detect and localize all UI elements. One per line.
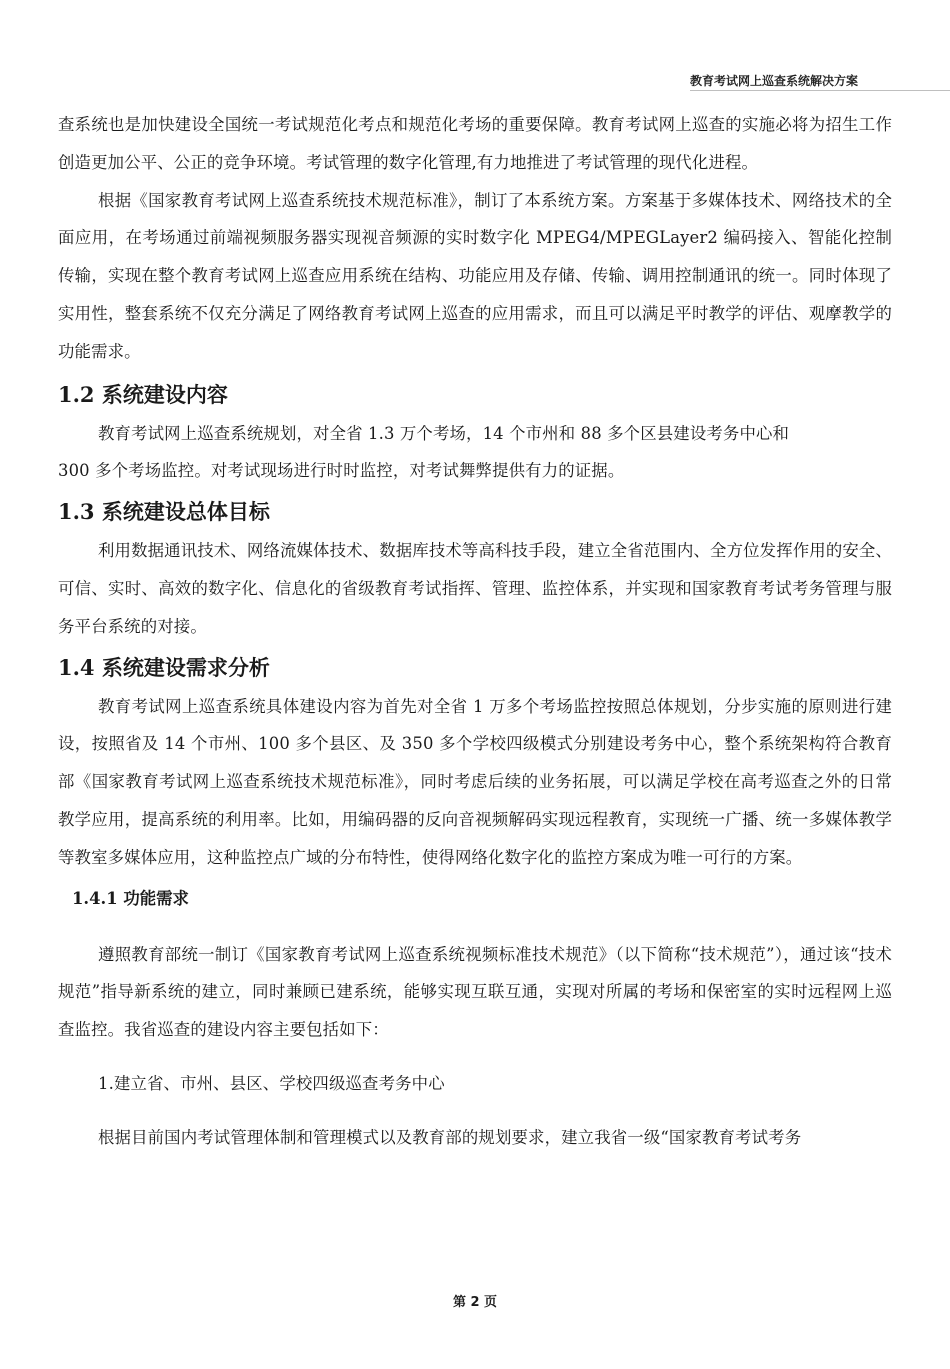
list-item-1: 1.建立省、市州、县区、学校四级巡查考务中心	[98, 1073, 445, 1093]
heading-1-3	[58, 498, 892, 526]
heading-number: 1.2	[58, 381, 95, 407]
header-rule	[690, 90, 950, 91]
heading-title: 系统建设内容	[101, 382, 228, 407]
heading-title: 系统建设总体目标	[101, 500, 270, 525]
paragraph-overall-goal: 利用数据通讯技术、网络流媒体技术、数据库技术等高科技手段，建立全省范围内、全方位发挥作用的安全、可信、实时、高效的数字化、信息化的省级教育考试指挥、管理、监控体系，并实现和国家教育考试考务管理与服务平台系统的对接。	[58, 541, 892, 636]
heading-1-2	[58, 381, 892, 409]
paragraph-plan-basis: 根据《国家教育考试网上巡查系统技术规范标准》，制订了本系统方案。方案基于多媒体技术、网络技术的全面应用，在考场通过前端视频服务器实现视音频源的实时数字化 MPEG4/MPEGLayer2 编码接入、智能化控制传输，实现在整个教育考试网上巡查应用系统在结构、功能应用及存储、传输、调用控制通讯的统一。同时体现了实用性，整套系统不仅充分满足了网络教育考试网上巡查的应用需求，而且可以满足平时教学的评估、观摩教学的功能需求。	[58, 190, 892, 361]
paragraph-management-system: 根据目前国内考试管理体制和管理模式以及教育部的规划要求，建立我省一级“国家教育考试考务	[98, 1127, 802, 1147]
page-number: 第 2 页	[452, 1295, 498, 1310]
heading-number: 1.3	[58, 499, 95, 525]
heading-1-4	[58, 654, 892, 682]
paragraph-build-content-line1: 教育考试网上巡查系统规划，对全省 1.3 万个考场，14 个市州和 88 多个区县建设考务中心和	[98, 423, 790, 443]
running-header: 教育考试网上巡查系统解决方案	[690, 74, 859, 88]
heading-title: 系统建设需求分析	[101, 655, 270, 680]
paragraph-continuation: 查系统也是加快建设全国统一考试规范化考点和规范化考场的重要保障。教育考试网上巡查的实施必将为招生工作创造更加公平、公正的竞争环境。考试管理的数字化管理,有力地推进了考试管理的现代化进程。	[58, 115, 892, 172]
heading-number: 1.4	[58, 654, 95, 680]
document-body	[58, 106, 892, 1157]
paragraph-requirement-analysis: 教育考试网上巡查系统具体建设内容为首先对全省 1 万多个考场监控按照总体规划，分步实施的原则进行建设，按照省及 14 个市州、100 多个县区、及 350 多个学校四级模式分别建设考务中心，整个系统架构符合教育部《国家教育考试网上巡查系统技术规范标准》，同时考虑后续的业务拓展，可以满足学校在高考巡查之外的日常教学应用，提高系统的利用率。比如，用编码器的反向音视频解码实现远程教育，实现统一广播、统一多媒体教学等教室多媒体应用，这种监控点广域的分布特性，使得网络化数字化的监控方案成为唯一可行的方案。	[58, 696, 892, 867]
paragraph-function-requirement: 遵照教育部统一制订《国家教育考试网上巡查系统视频标准技术规范》（以下简称“技术规范”），通过该“技术规范”指导新系统的建立，同时兼顾已建系统，能够实现互联互通，实现对所属的考场和保密室的实时远程网上巡查监控。我省巡查的建设内容主要包括如下：	[58, 944, 892, 1040]
heading-1-4-1	[58, 888, 892, 910]
heading-title: 功能需求	[123, 888, 189, 908]
heading-number: 1.4.1	[72, 888, 118, 908]
paragraph-build-content-line2: 300 多个考场监控。对考试现场进行时时监控，对考试舞弊提供有力的证据。	[58, 461, 625, 481]
